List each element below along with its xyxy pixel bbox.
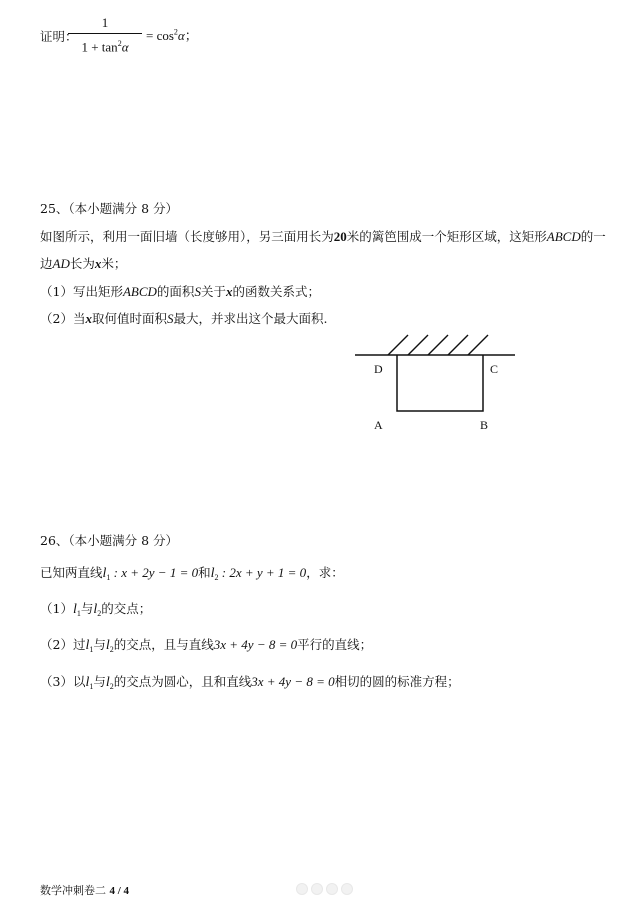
q26-p3-d: 相切的圆的标准方程； [334, 674, 460, 689]
q25-wall-diagram [350, 330, 520, 440]
vertex-label-d: D [374, 362, 383, 376]
q25-line2 [40, 254, 126, 272]
q26-p2-l1: l [85, 638, 90, 653]
rhs-text: = cos [146, 28, 174, 43]
q25-part1-s: S [194, 284, 201, 299]
q26-p1-l1: l [72, 602, 77, 617]
rhs-exponent: 2 [173, 27, 178, 37]
watermark-dot [311, 883, 323, 895]
q26-p3-l2: l [105, 675, 110, 690]
hatch-mark [388, 335, 408, 355]
q25-rect-name: ABCD [546, 229, 581, 244]
q25-part2 [40, 309, 327, 327]
watermark-dots [296, 883, 353, 895]
q25-part1-c: 关于 [200, 284, 226, 299]
vertex-label-b: B [480, 418, 489, 432]
q25-side-ad: AD [52, 256, 70, 271]
proof-label: 证明： [40, 29, 78, 44]
q25-line1-a: 如图所示，利用一面旧墙（长度够用），另三面用长为 [40, 229, 334, 244]
q26-p3-b: 与 [93, 674, 106, 689]
page-footer [40, 882, 129, 898]
q25-part1-b: 的面积 [156, 284, 195, 299]
q25-part2-a: （2）当 [40, 311, 86, 326]
q25-line2-c: 米； [101, 256, 127, 271]
q26-p3-equation: 3x + 4y − 8 = 0 [251, 674, 335, 689]
q25-line2-a: 边 [40, 256, 53, 271]
q25-line2-b: 长为 [69, 256, 95, 271]
watermark-dot [326, 883, 338, 895]
q26-p1-c: 的交点； [101, 601, 152, 616]
proof-rhs [146, 25, 198, 44]
hatch-mark [448, 335, 468, 355]
q26-and: 和 [198, 565, 211, 580]
q25-part1-d: 的函数关系式； [232, 284, 320, 299]
q25-line1-c: 的一 [580, 229, 606, 244]
wall-hatching [388, 335, 488, 355]
q26-p2-c: 的交点，且与直线 [113, 637, 214, 652]
q25-var-x: x [94, 256, 102, 271]
watermark-dot [341, 883, 353, 895]
proof-fraction [68, 16, 142, 54]
q25-part2-s: S [166, 311, 174, 326]
denominator-exponent: 2 [117, 39, 122, 48]
vertex-label-a: A [374, 418, 383, 432]
q25-part2-x: x [85, 311, 92, 326]
q26-part3 [40, 672, 460, 691]
rhs-tail: ； [184, 28, 198, 43]
q26-p1-l1-sub: 1 [76, 609, 81, 618]
q25-part1-rect: ABCD [122, 284, 157, 299]
footer-label: 数学冲刺卷二 [40, 884, 106, 897]
fraction-numerator: 1 [101, 15, 109, 30]
q25-part1 [40, 282, 320, 300]
q26-header: 26、（本小题满分 8 分） [40, 533, 179, 548]
fence-rectangle [397, 355, 483, 411]
q26-intro-end: ，求： [306, 565, 344, 580]
q26-line-l2: l [210, 566, 215, 581]
q25-line1-b: 米的篱笆围成一个矩形区域，这矩形 [346, 229, 547, 244]
q26-p1-l2-sub: 2 [97, 609, 102, 618]
q26-p1-a: （1） [40, 601, 73, 616]
q26-p2-l2: l [105, 638, 110, 653]
q26-p2-equation: 3x + 4y − 8 = 0 [213, 637, 298, 652]
watermark-dot [296, 883, 308, 895]
q26-p2-l2-sub: 2 [109, 645, 114, 654]
q26-p1-b: 与 [80, 601, 94, 616]
q26-p3-c: 的交点为圆心，且和直线 [113, 674, 252, 689]
q25-part1-x: x [225, 284, 233, 299]
hatch-mark [408, 335, 428, 355]
rhs-alpha: α [177, 28, 185, 43]
q26-l1-sub: 1 [106, 573, 111, 582]
q25-part2-b: 取何值时面积 [91, 311, 167, 326]
q25-part1-a: （1）写出矩形 [40, 284, 123, 299]
q25-length-value: 20 [333, 229, 347, 244]
q25-part2-c: 最大，并求出这个最大面积. [173, 311, 328, 326]
q25-header: 25、（本小题满分 8 分） [40, 201, 179, 216]
fraction-bar [68, 33, 142, 34]
footer-page-number: 4 / 4 [109, 885, 130, 897]
q26-equation-2: : 2x + y + 1 = 0 [218, 565, 307, 580]
q26-equation-1: : x + 2y − 1 = 0 [110, 565, 199, 580]
q26-p3-l2-sub: 2 [109, 682, 114, 691]
q26-p3-a: （3）以 [40, 674, 86, 689]
q26-l2-sub: 2 [214, 573, 219, 582]
q26-part1 [40, 599, 151, 618]
q26-line-l1: l [102, 566, 107, 581]
hatch-mark [468, 335, 488, 355]
vertex-label-c: C [490, 362, 499, 376]
q26-intro [40, 563, 344, 582]
q26-p2-a: （2）过 [40, 637, 86, 652]
q26-p2-l1-sub: 1 [89, 645, 94, 654]
fraction-denominator [68, 37, 142, 54]
hatch-mark [428, 335, 448, 355]
q26-p2-d: 平行的直线； [297, 637, 373, 652]
q26-p2-b: 与 [93, 637, 106, 652]
q26-p3-l1: l [85, 675, 90, 690]
q25-line1 [40, 227, 606, 245]
q26-part2 [40, 635, 372, 654]
q26-p3-l1-sub: 1 [89, 682, 94, 691]
q26-intro-a: 已知两直线 [40, 565, 103, 580]
q26-p1-l2: l [93, 602, 98, 617]
denominator-alpha: α [121, 39, 129, 55]
denominator-text: 1 + tan [81, 39, 118, 55]
